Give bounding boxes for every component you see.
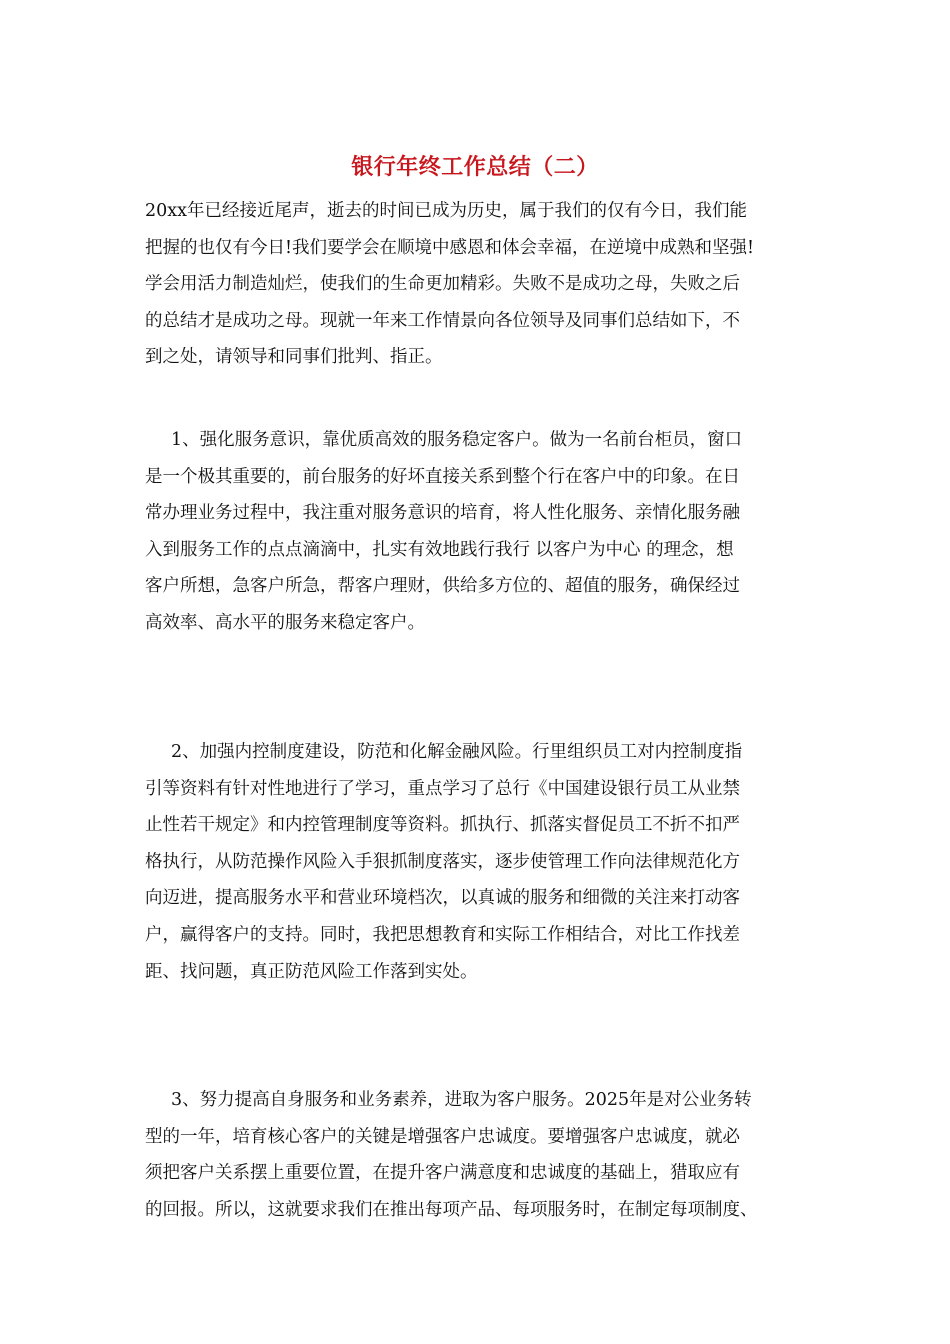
text-line: 格执行，从防范操作风险入手狠抓制度落实，逐步使管理工作向法律规范化方: [145, 851, 740, 872]
text-line: 3、努力提高自身服务和业务素养，进取为客户服务。2025年是对公业务转: [171, 1090, 752, 1110]
paragraph-section-2: [145, 734, 825, 990]
text-line: 客户所想，急客户所急，帮客户理财，供给多方位的、超值的服务，确保经过: [145, 576, 740, 597]
text-line: 向迈进，提高服务水平和营业环境档次，以真诚的服务和细微的关注来打动客: [145, 888, 740, 909]
text-line: 型的一年，培育核心客户的关键是增强客户忠诚度。要增强客户忠诚度，就必: [145, 1126, 740, 1147]
paragraph-section-3: [145, 1082, 825, 1228]
text-line: 须把客户关系摆上重要位置，在提升客户满意度和忠诚度的基础上，猎取应有: [145, 1163, 740, 1184]
text-line: 20xx年已经接近尾声，逝去的时间已成为历史，属于我们的仅有今日，我们能: [145, 201, 748, 221]
text-line: 常办理业务过程中，我注重对服务意识的培育，将人性化服务、亲情化服务融: [145, 503, 740, 524]
text-line: 学会用活力制造灿烂，使我们的生命更加精彩。失败不是成功之母，失败之后: [145, 274, 740, 295]
document-title: 银行年终工作总结（二）: [351, 154, 599, 180]
text-line: 入到服务工作的点点滴滴中，扎实有效地践行我行 以客户为中心 的理念，想: [145, 539, 734, 560]
text-line: 是一个极其重要的，前台服务的好坏直接关系到整个行在客户中的印象。在日: [145, 466, 740, 487]
text-line: 的总结才是成功之母。现就一年来工作情景向各位领导及同事们总结如下，不: [145, 310, 740, 331]
text-line: 户，赢得客户的支持。同时，我把思想教育和实际工作相结合，对比工作找差: [145, 924, 740, 945]
text-line: 把握的也仅有今日!我们要学会在顺境中感恩和体会幸福，在逆境中成熟和坚强!: [145, 237, 755, 258]
text-line: 到之处，请领导和同事们批判、指正。: [145, 347, 443, 368]
text-line: 1、强化服务意识，靠优质高效的服务稳定客户。做为一名前台柜员，窗口: [171, 430, 743, 450]
text-line: 止性若干规定》和内控管理制度等资料。抓执行、抓落实督促员工不折不扣严: [145, 815, 740, 836]
text-line: 距、找问题，真正防范风险工作落到实处。: [145, 961, 478, 982]
paragraph-intro: [145, 193, 825, 376]
text-line: 引等资料有针对性地进行了学习，重点学习了总行《中国建设银行员工从业禁: [145, 778, 740, 799]
text-line: 高效率、高水平的服务来稳定客户。: [145, 612, 425, 633]
text-line: 2、加强内控制度建设，防范和化解金融风险。行里组织员工对内控制度指: [171, 742, 743, 762]
paragraph-section-1: [145, 422, 825, 642]
text-line: 的回报。所以，这就要求我们在推出每项产品、每项服务时，在制定每项制度、: [145, 1199, 758, 1220]
